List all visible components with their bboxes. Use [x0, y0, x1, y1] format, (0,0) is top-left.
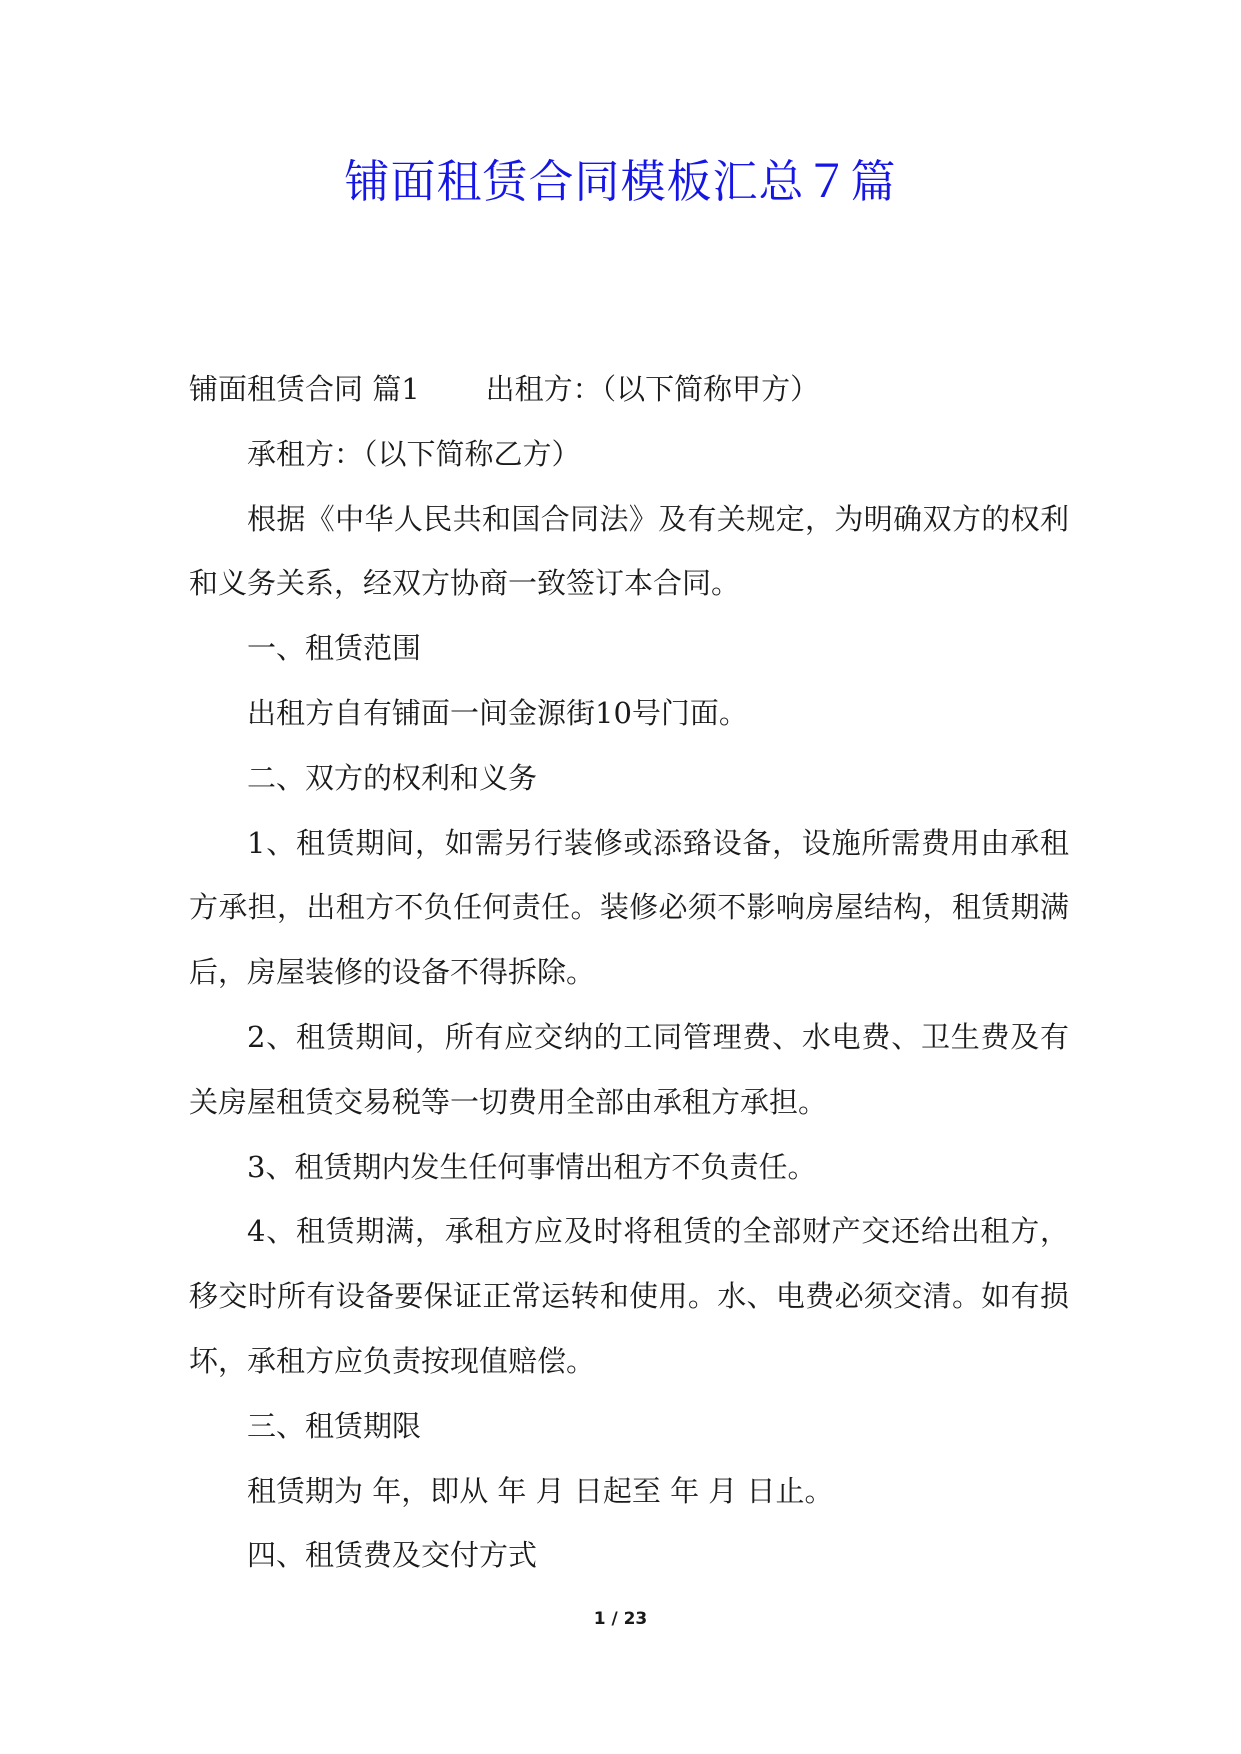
paragraph-clause-2: 2、租赁期间，所有应交纳的工同管理费、水电费、卫生费及有关房屋租赁交易税等一切费用全部由承租方承担。 — [189, 1019, 1069, 1119]
section-heading-rights: 二、双方的权利和义务 — [247, 760, 538, 795]
section-heading-term: 三、租赁期限 — [247, 1408, 422, 1443]
paragraph-clause-4: 4、租赁期满，承租方应及时将租赁的全部财产交还给出租方，移交时所有设备要保证正常运转和使用。水、电费必须交清。如有损坏，承租方应负责按现值赔偿。 — [189, 1214, 1069, 1378]
paragraph-term: 租赁期为 年，即从 年 月 日起至 年 月 日止。 — [247, 1473, 834, 1508]
section-heading-fees: 四、租赁费及交付方式 — [247, 1538, 538, 1573]
paragraph-lessee: 承租方：（以下简称乙方） — [247, 436, 581, 471]
lessor-line: 出租方：（以下简称甲方） — [485, 372, 820, 406]
page-number: 1 / 23 — [593, 1609, 648, 1629]
document-body — [189, 357, 1069, 1588]
contract-heading: 铺面租赁合同 篇1 — [189, 372, 420, 406]
document-title: 铺面租赁合同模板汇总７篇 — [344, 155, 897, 208]
paragraph-clause-1: 1、租赁期间，如需另行装修或添臵设备，设施所需费用由承租方承担，出租方不负任何责任。装修必须不影响房屋结构，租赁期满后，房屋装修的设备不得拆除。 — [189, 825, 1069, 990]
paragraph-preamble: 根据《中华人民共和国合同法》及有关规定，为明确双方的权利和义务关系，经双方协商一致签订本合同。 — [189, 501, 1069, 601]
paragraph-clause-3: 3、租赁期内发生任何事情出租方不负责任。 — [247, 1149, 817, 1184]
section-heading-scope: 一、租赁范围 — [247, 631, 422, 666]
paragraph-scope: 出租方自有铺面一间金源街10号门面。 — [247, 695, 748, 730]
first-line — [189, 357, 1069, 422]
